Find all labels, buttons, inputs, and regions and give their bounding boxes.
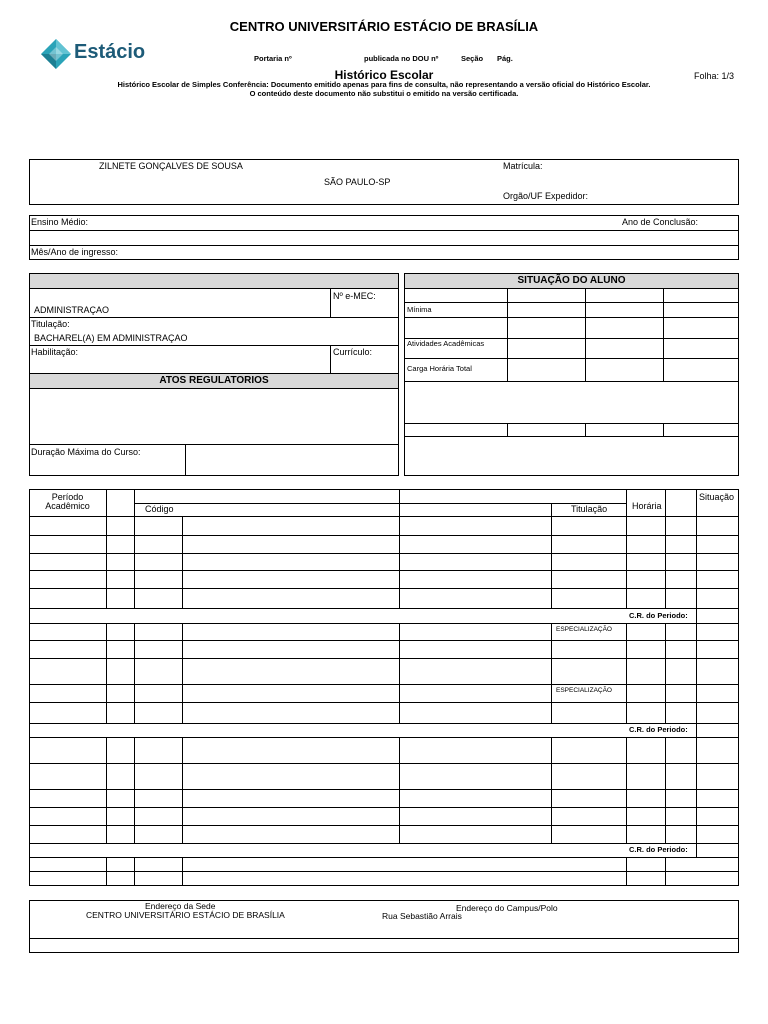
disclaimer-line-2: O conteúdo deste documento não substitui o emitido na versão certificada. — [249, 89, 519, 98]
ano-conclusao-label: Ano de Conclusão: — [622, 217, 699, 227]
student-city: SÃO PAULO-SP — [324, 177, 391, 187]
situacao-header: Situação — [699, 492, 735, 502]
dou-label: publicada no DOU nº — [364, 54, 439, 63]
habilitacao-label: Habilitação: — [31, 347, 79, 357]
student-name: ZILNETE GONÇALVES DE SOUSA — [99, 161, 243, 171]
logo-text: Estácio — [74, 41, 146, 63]
portaria-label: Portaria nº — [254, 54, 292, 63]
estacio-logo-icon — [40, 38, 72, 70]
atividades-label: Atividades Acadêmicas — [407, 339, 485, 348]
atos-title: ATOS REGULATORIOS — [159, 375, 269, 386]
especializacao-2: ESPECIALIZAÇÃO — [556, 687, 612, 694]
document-title: Histórico Escolar — [334, 68, 434, 82]
cr-periodo-2: C.R. do Periodo: — [629, 725, 688, 734]
course-name: ADMINISTRAÇAO — [34, 305, 110, 315]
grades-table — [29, 489, 739, 886]
especializacao-1: ESPECIALIZAÇÃO — [556, 626, 612, 633]
ensino-medio-label: Ensino Médio: — [31, 217, 89, 227]
titulacao-value: BACHAREL(A) EM ADMINISTRAÇAO — [34, 333, 188, 343]
orgao-label: Orgão/UF Expedidor: — [503, 191, 589, 201]
footer-box — [29, 900, 739, 953]
periodo-label-2: Acadêmico — [45, 501, 90, 511]
course-header-bar — [29, 273, 399, 289]
carga-label: Carga Horária Total — [407, 364, 472, 373]
matricula-label: Matrícula: — [503, 161, 543, 171]
disclaimer-line-1: Histórico Escolar de Simples Conferência: Documento emitido apenas para fins de consulta, não representando a versão oficial do Histórico Escolar. — [117, 80, 651, 89]
cr-periodo-1: C.R. do Periodo: — [629, 611, 688, 620]
mes-ano-ingresso-label: Mês/Ano de ingresso: — [31, 247, 119, 257]
sede-value: CENTRO UNIVERSITÁRIO ESTÁCIO DE BRASÍLIA — [86, 910, 285, 920]
minima-label: Mínima — [407, 305, 432, 314]
titulacao-header: Titulação — [571, 504, 608, 514]
sede-label: Endereço da Sede — [145, 901, 216, 911]
curriculo-label: Currículo: — [333, 347, 373, 357]
emec-label: Nº e-MEC: — [333, 291, 376, 301]
codigo-header: Código — [145, 504, 174, 514]
secao-label: Seção — [461, 54, 484, 63]
situacao-title: SITUAÇÃO DO ALUNO — [517, 275, 626, 286]
institution-title: CENTRO UNIVERSITÁRIO ESTÁCIO DE BRASÍLIA — [229, 19, 539, 34]
campus-label: Endereço do Campus/Polo — [456, 903, 558, 913]
duracao-label: Duração Máxima do Curso: — [31, 447, 141, 457]
pag-label: Pág. — [497, 54, 513, 63]
campus-value: Rua Sebastião Arrais — [382, 911, 462, 921]
titulacao-label: Titulação: — [31, 319, 70, 329]
situacao-box — [404, 273, 739, 476]
horaria-header: Horária — [632, 501, 662, 511]
cr-periodo-3: C.R. do Periodo: — [629, 845, 688, 854]
folha-label: Folha: 1/3 — [694, 71, 735, 81]
periodo-label-1: Período — [51, 492, 84, 502]
